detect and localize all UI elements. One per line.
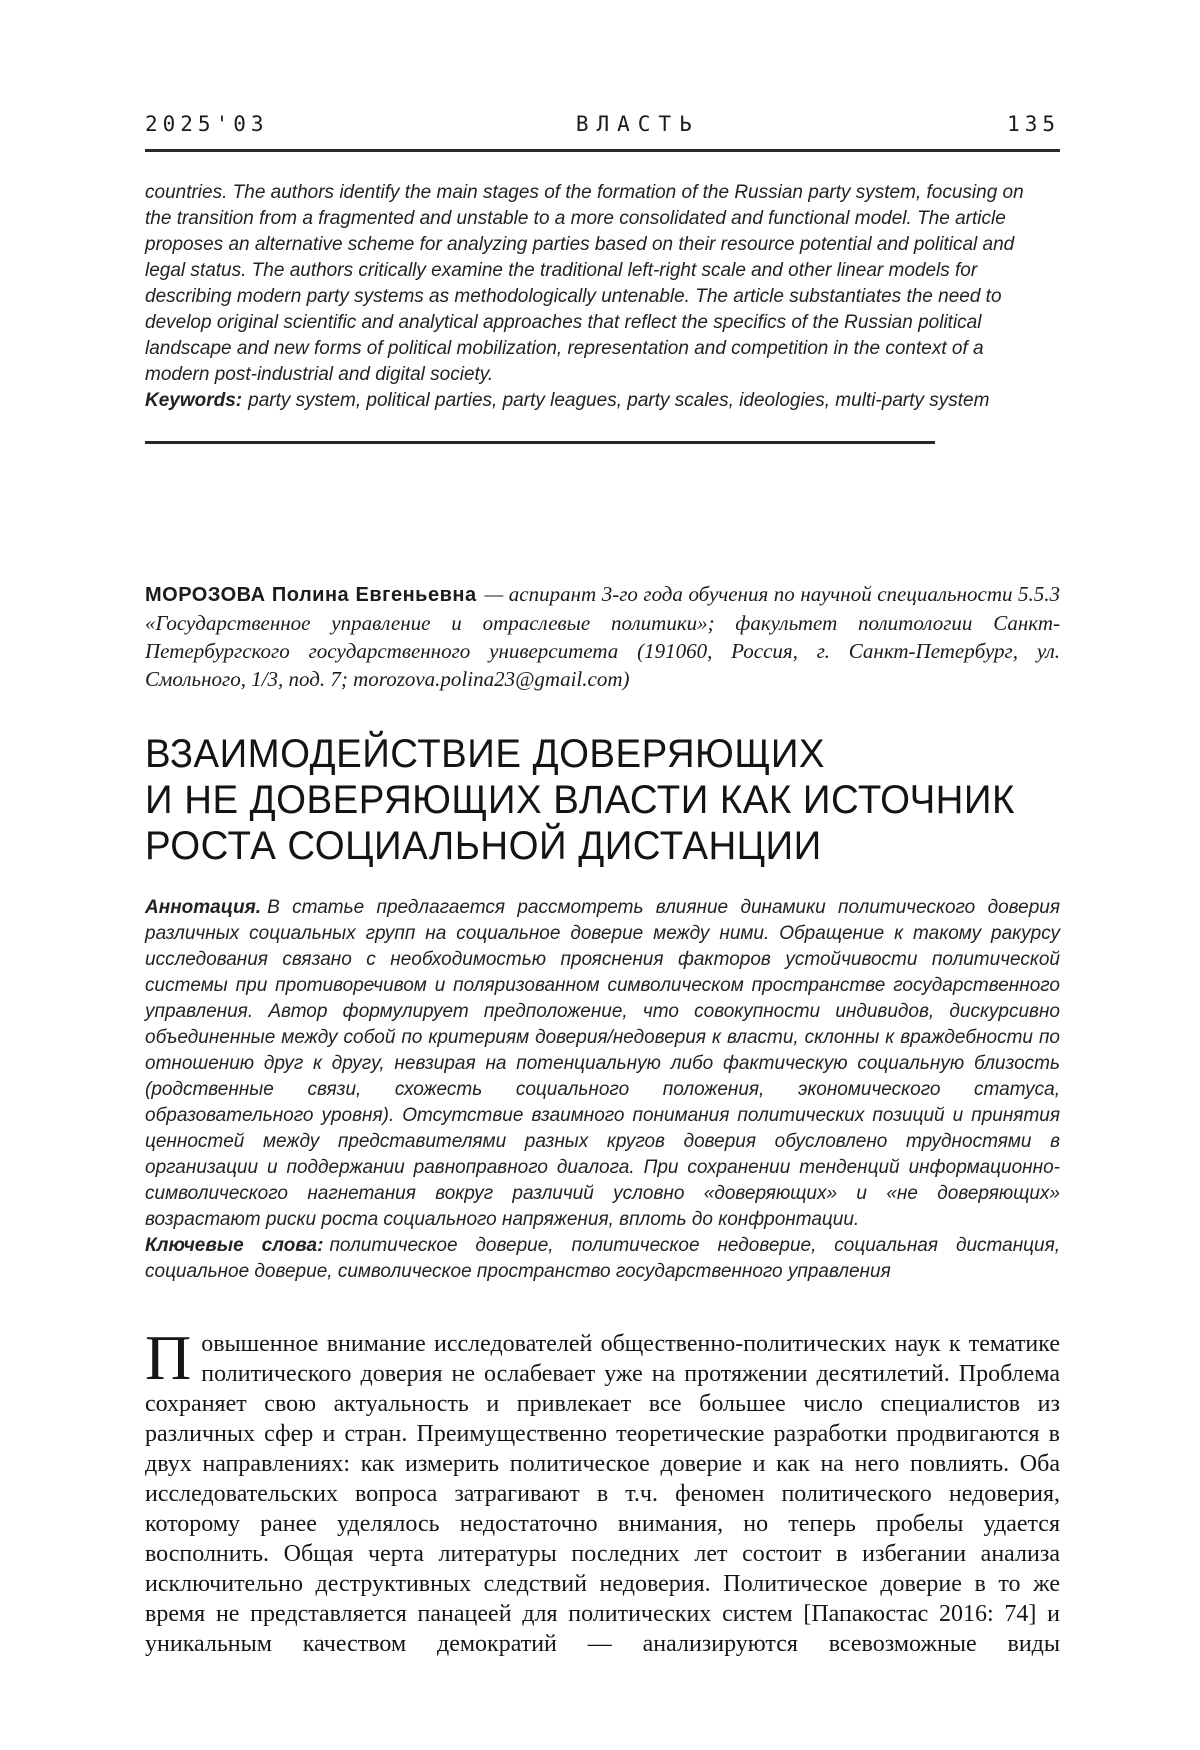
- header-issue: 2025'03: [145, 112, 269, 136]
- section-divider-rule: [145, 441, 935, 444]
- dropcap-letter: П: [145, 1322, 192, 1393]
- page-header: [145, 112, 1060, 152]
- article-title-line-2: И НЕ ДОВЕРЯЮЩИХ ВЛАСТИ КАК ИСТОЧНИК: [145, 778, 1015, 822]
- russian-keywords-label: Ключевые слова:: [145, 1235, 324, 1256]
- header-journal-title: ВЛАСТЬ: [575, 112, 700, 136]
- article-title-line-1: ВЗАИМОДЕЙСТВИЕ ДОВЕРЯЮЩИХ: [145, 732, 825, 776]
- body-paragraph-text: овышенное внимание исследователей общественно-политических наук к тематике политического доверия не ослабевает уже на протяжении десятилетий. Проблема сохраняет свою актуальность и привлекает все большее число специалистов из различных сфер и стран. Преимущественно теоретические разработки продвигаются в двух направлениях: как измерить политическое доверие и как на него повлиять. Оба исследовательских вопроса затрагивают в т.ч. феномен политического недоверия, которому ранее уделялось недостаточно внимания, но теперь пробелы удается восполнить. Общая черта литературы последних лет состоит в избегании анализа исключительно деструктивных следствий недоверия. Политическое доверие в то же время не представляется панацеей для политических систем [Папакостас 2016: 74] и уникальным качеством демократий — анализируются всевозможные виды: [145, 1331, 1060, 1657]
- author-block: [145, 580, 1060, 693]
- english-abstract-text: countries. The authors identify the main stages of the formation of the Russian party system, focusing on the transition from a fragmented and unstable to a more consolidated and functional model. The article proposes an alternative scheme for analyzing parties based on their resource potential and political and legal status. The authors critically examine the traditional left-right scale and other linear models for describing modern party systems as methodologically untenable. The article substantiates the need to develop original scientific and analytical approaches that reflect the specifics of the Russian political landscape and new forms of political mobilization, representation and competition in the context of a modern post-industrial and digital society.: [145, 182, 1024, 385]
- english-keywords-label: Keywords:: [145, 390, 243, 411]
- article-title-line-3: РОСТА СОЦИАЛЬНОЙ ДИСТАНЦИИ: [145, 824, 822, 868]
- russian-abstract: [145, 895, 1060, 1233]
- article-title: [145, 731, 1060, 869]
- author-details: — аспирант 3-го года обучения по научной специальности 5.5.3 «Государственное управление и отраслевые политики»; факультет политологии Санкт-Петербургского государственного университета (191060, Россия, г. Санкт-Петербург, ул. Смольного, 1/3, под. 7; morozova.polina23@gmail.com): [145, 582, 1060, 691]
- russian-abstract-label: Аннотация.: [145, 897, 262, 918]
- russian-abstract-text: В статье предлагается рассмотреть влияние динамики политического доверия различных социальных групп на социальное доверие между ними. Обращение к такому ракурсу исследования связано с необходимостью прояснения факторов устойчивости политической системы при противоречивом и поляризованном символическом пространстве государственного управления. Автор формулирует предположение, что совокупности индивидов, дискурсивно объединенные между собой по критериям доверия/недоверия к власти, склонны к враждебности по отношению друг к другу, невзирая на потенциальную либо фактическую социальную близость (родственные связи, схожесть социального положения, экономического статуса, образовательного уровня). Отсутствие взаимного понимания политических позиций и принятия ценностей между представителями разных кругов доверия обусловлено трудностями в организации и поддержании равноправного диалога. При сохранении тенденций информационно-символического нагнетания вокруг различий условно «доверяющих» и «не доверяющих» возрастают риски роста социального напряжения, вплоть до конфронтации.: [145, 897, 1060, 1230]
- author-name: МОРОЗОВА Полина Евгеньевна: [145, 584, 477, 606]
- english-abstract-block: [145, 180, 1050, 414]
- english-keywords-line: [145, 388, 1050, 414]
- russian-keywords-text: политическое доверие, политическое недоверие, социальная дистанция, социальное доверие, символическое пространство государственного управления: [145, 1235, 1061, 1282]
- russian-keywords-line: [145, 1233, 1060, 1285]
- english-keywords-text: party system, political parties, party leagues, party scales, ideologies, multi-party system: [248, 390, 990, 411]
- article-body-paragraph: [145, 1322, 1060, 1659]
- header-page-number: 135: [1007, 112, 1060, 136]
